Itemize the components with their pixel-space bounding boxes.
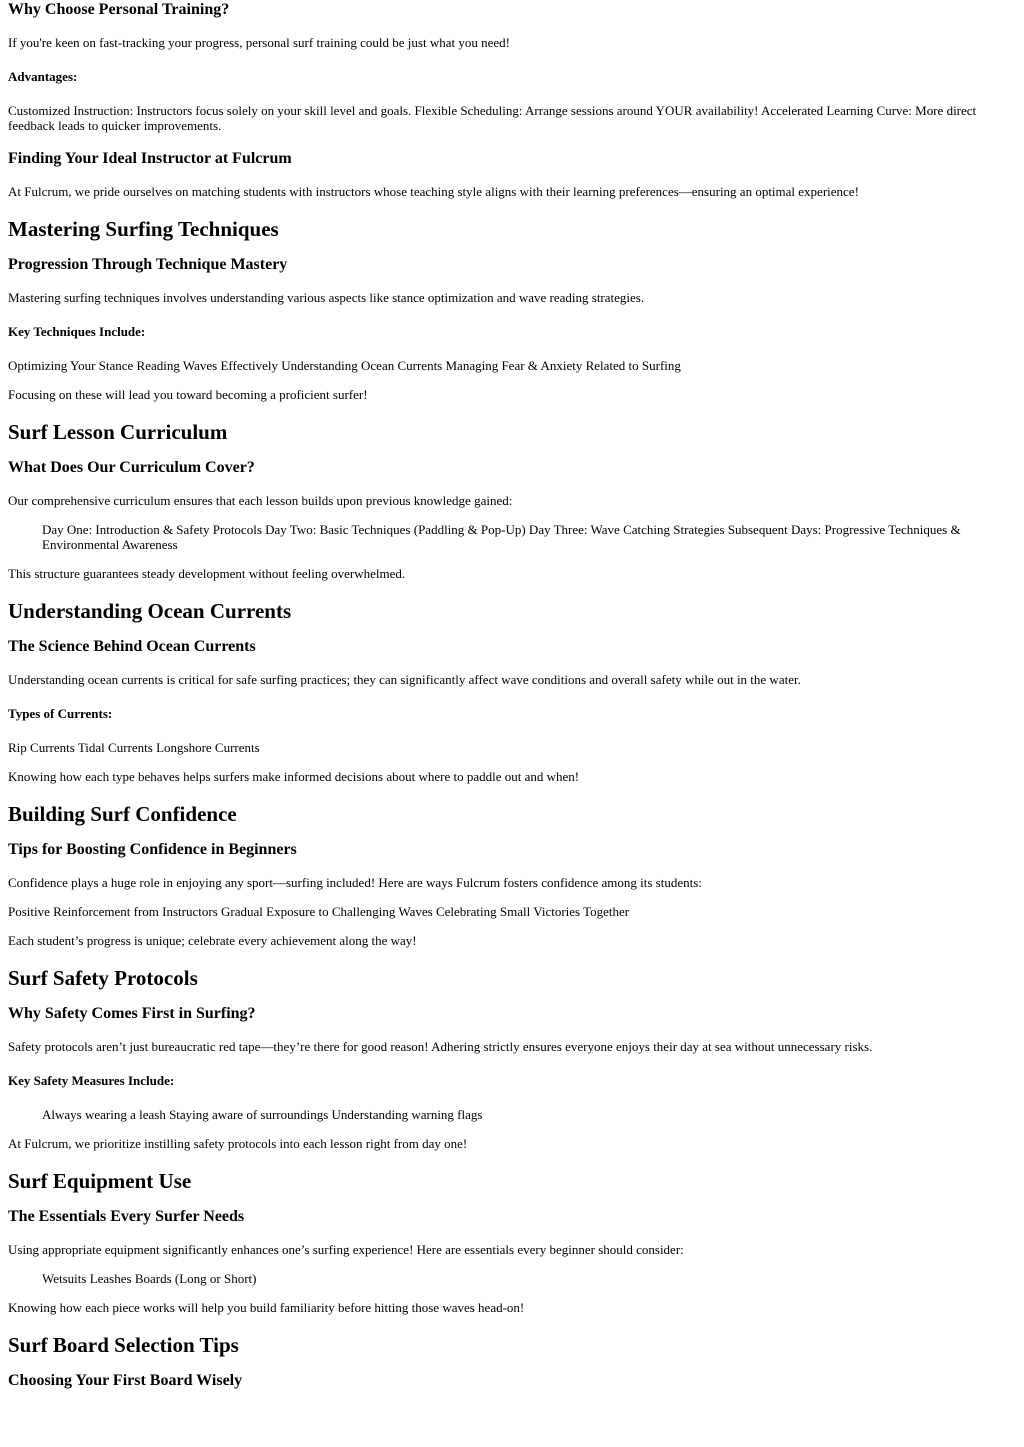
curriculum-subheading: What Does Our Curriculum Cover? [8, 459, 255, 476]
equipment-closing: Knowing how each piece works will help you build familiarity before hitting those waves head-on! [8, 1300, 525, 1315]
safety-measures-list: Always wearing a leash Staying aware of surroundings Understanding warning flags [42, 1107, 483, 1122]
key-techniques-heading: Key Techniques Include: [8, 324, 146, 339]
equipment-intro: Using appropriate equipment significantly enhances one’s surfing experience! Here are essentials every beginner should consider: [8, 1242, 684, 1257]
instructor-heading: Finding Your Ideal Instructor at Fulcrum [8, 150, 292, 167]
safety-subheading: Why Safety Comes First in Surfing? [8, 1005, 256, 1022]
curriculum-title: Surf Lesson Curriculum [8, 420, 228, 444]
instructor-text: At Fulcrum, we pride ourselves on matching students with instructors whose teaching style aligns with their learning preferences—ensuring an optimal experience! [8, 184, 859, 199]
techniques-subheading: Progression Through Technique Mastery [8, 256, 288, 273]
confidence-title: Building Surf Confidence [8, 802, 237, 826]
safety-title: Surf Safety Protocols [8, 966, 198, 990]
curriculum-closing: This structure guarantees steady development without feeling overwhelmed. [8, 566, 406, 581]
currents-intro: Understanding ocean currents is critical for safe surfing practices; they can significantly affect wave conditions and overall safety while out in the water. [8, 672, 801, 687]
confidence-tips-list: Positive Reinforcement from Instructors Gradual Exposure to Challenging Waves Celebrating Small Victories Together [8, 904, 630, 919]
safety-measures-heading: Key Safety Measures Include: [8, 1073, 175, 1088]
equipment-items-list: Wetsuits Leashes Boards (Long or Short) [42, 1271, 257, 1286]
key-techniques-list: Optimizing Your Stance Reading Waves Effectively Understanding Ocean Currents Managing Fear & Anxiety Related to Surfing [8, 358, 681, 373]
equipment-title: Surf Equipment Use [8, 1169, 192, 1193]
curriculum-intro: Our comprehensive curriculum ensures that each lesson builds upon previous knowledge gained: [8, 493, 513, 508]
currents-closing: Knowing how each type behaves helps surfers make informed decisions about where to paddle out and when! [8, 769, 580, 784]
advantages-text: Customized Instruction: Instructors focus solely on your skill level and goals. Flexible Scheduling: Arrange sessions around YOUR availability! Accelerated Learning Curve: More direct feedback leads to quicker improvements. [8, 103, 977, 133]
personal-training-heading: Why Choose Personal Training? [8, 1, 230, 18]
techniques-title: Mastering Surfing Techniques [8, 217, 279, 241]
safety-closing: At Fulcrum, we prioritize instilling safety protocols into each lesson right from day one! [8, 1136, 468, 1151]
article [0, 1, 1024, 1390]
board-subheading: Choosing Your First Board Wisely [8, 1372, 243, 1389]
currents-subheading: The Science Behind Ocean Currents [8, 638, 256, 655]
techniques-intro: Mastering surfing techniques involves understanding various aspects like stance optimization and wave reading strategies. [8, 290, 645, 305]
curriculum-days-list: Day One: Introduction & Safety Protocols Day Two: Basic Techniques (Paddling & Pop-Up) Day Three: Wave Catching Strategies Subsequent Days: Progressive Techniques & Environmental Awareness [42, 522, 961, 552]
safety-intro: Safety protocols aren’t just bureaucratic red tape—they’re there for good reason! Adhering strictly ensures everyone enjoys their day at sea without unnecessary risks. [8, 1039, 873, 1054]
confidence-subheading: Tips for Boosting Confidence in Beginners [8, 841, 297, 858]
confidence-intro: Confidence plays a huge role in enjoying any sport—surfing included! Here are ways Fulcrum fosters confidence among its students: [8, 875, 702, 890]
current-types-list: Rip Currents Tidal Currents Longshore Currents [8, 740, 260, 755]
current-types-heading: Types of Currents: [8, 706, 113, 721]
equipment-subheading: The Essentials Every Surfer Needs [8, 1208, 245, 1225]
techniques-closing: Focusing on these will lead you toward becoming a proficient surfer! [8, 387, 368, 402]
confidence-closing: Each student’s progress is unique; celebrate every achievement along the way! [8, 933, 417, 948]
advantages-heading: Advantages: [8, 69, 78, 84]
board-title: Surf Board Selection Tips [8, 1333, 239, 1357]
currents-title: Understanding Ocean Currents [8, 599, 292, 623]
personal-training-intro: If you're keen on fast-tracking your progress, personal surf training could be just what you need! [8, 35, 510, 50]
